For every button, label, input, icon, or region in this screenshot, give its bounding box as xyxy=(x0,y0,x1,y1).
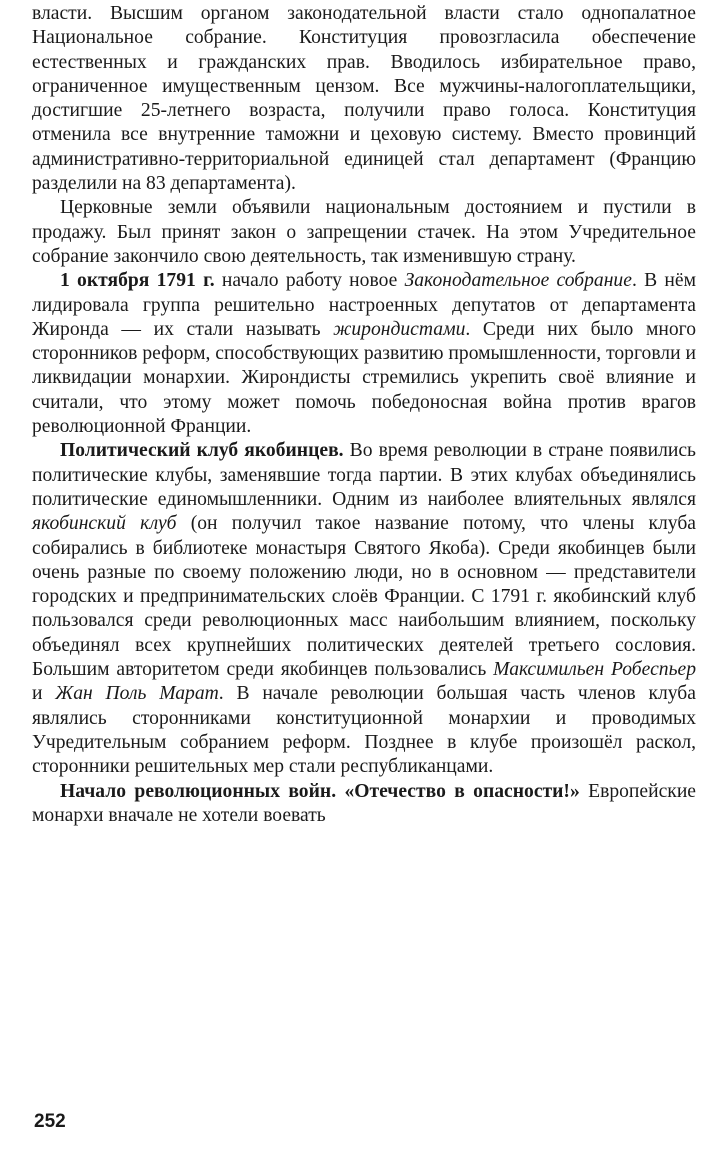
text-span: . Среди них было много сторонников реформ, способствующих развитию промышленности, торговли и ликвидации монархии. Жирондисты стремились укрепить своё влияние и считали, что этому может помочь победоносная война против врагов революционной Франции. xyxy=(32,318,696,438)
text-span: власти. Высшим органом законодательной власти стало однопалатное Национальное собрание. Конституция провозгласила обеспечение естественных и гражданских прав. Вводилось избирательное право, ограниченное имущественным цензом. Все мужчины-налогоплательщики, достигшие 25-летнего возраста, получили право голоса. Конституция отменила все внутренние таможни и цеховую систему. Вместо провинций административно-территориальной единицей стал департамент (Францию разделили на 83 департамента). xyxy=(32,3,696,195)
text-span: Церковные земли объявили национальным достоянием и пустили в продажу. Был принят закон о запрещении стачек. На этом Учредительное собрание закончило свою деятельность, так изменившую страну. xyxy=(32,197,696,267)
bold-text: Начало революционных войн. «Отечество в опасности!» xyxy=(60,780,580,802)
paragraph xyxy=(32,2,696,196)
text-span: (он получил такое название потому, что члены клуба собирались в библиотеке монастыря Святого Якоба). Среди якобинцев были очень разные по своему положению люди, но в основном — представители городских и предпринимательских слоёв Франции. С 1791 г. якобинский клуб пользовался среди революционных масс наибольшим влиянием, поскольку объединял всех крупнейших политических деятелей третьего сословия. Большим авторитетом среди якобинцев пользовались xyxy=(32,513,696,681)
text-span: . В начале революции большая часть членов клуба являлись сторонниками конституционной монархии и проводимых Учредительным собранием реформ. Позднее в клубе произошёл раскол, сторонники решительных мер стали республиканцами. xyxy=(32,683,696,778)
text-span: начало работу новое xyxy=(214,270,405,292)
paragraph xyxy=(32,269,696,439)
text-span: Европейские монархи вначале не хотели воевать xyxy=(32,780,697,826)
italic-text: жирондистами xyxy=(333,318,466,340)
text-span: и xyxy=(32,683,56,705)
bold-text: Политический клуб якобинцев. xyxy=(60,440,344,462)
paragraph xyxy=(32,439,696,779)
bold-text: 1 октября 1791 г. xyxy=(60,270,215,292)
page-body xyxy=(32,2,696,828)
italic-text: Максимильен Робеспьер xyxy=(493,659,696,681)
italic-text: Законодательное собрание xyxy=(404,270,632,292)
italic-text: Жан Поль Марат xyxy=(55,683,219,705)
paragraph xyxy=(32,780,696,829)
text-span: Во время революции в стране появились политические клубы, заменявшие тогда партии. В этих клубах объединялись политические единомышленники. Одним из наиболее влиятельных являлся xyxy=(32,440,696,510)
italic-text: якобинский клуб xyxy=(32,513,177,535)
text-span: . В нём лидировала группа решительно настроенных депутатов от департамента Жиронда — их стали называть xyxy=(32,270,696,340)
page-number: 252 xyxy=(34,1111,66,1132)
paragraph xyxy=(32,196,696,269)
